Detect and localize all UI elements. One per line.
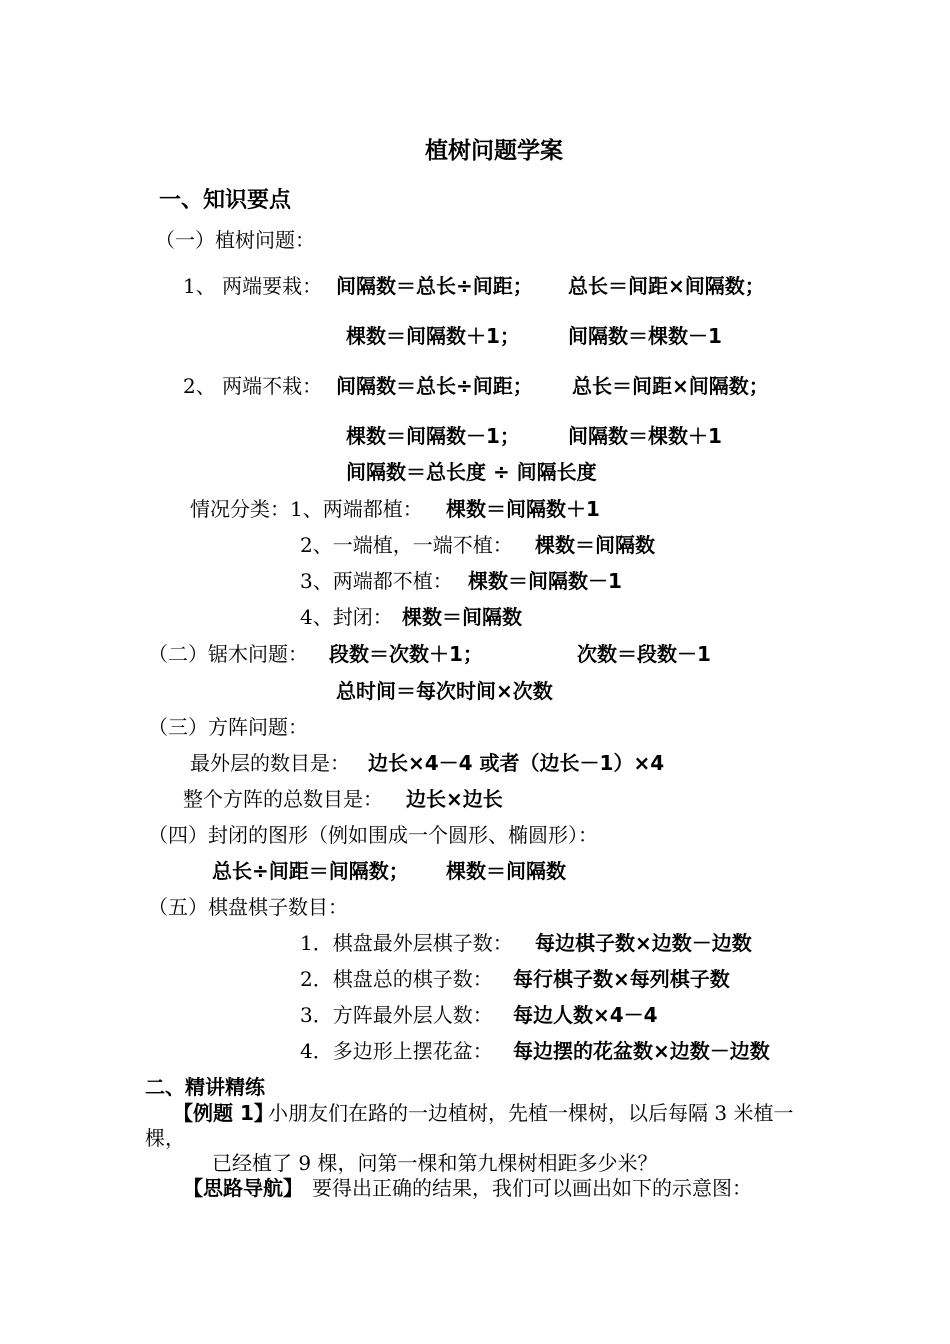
- item1-formula-3: 棵数＝间隔数＋1；: [346, 324, 520, 348]
- guide-text: 要得出正确的结果，我们可以画出如下的示意图：: [312, 1176, 752, 1200]
- item1-formula-1: 间隔数＝总长÷间距；: [336, 274, 533, 298]
- item1-formula-4: 间隔数＝棵数－1: [568, 324, 722, 348]
- case2-formula: 棵数＝间隔数: [535, 533, 655, 557]
- part2-formula-3: 总时间＝每次时间×次数: [336, 679, 553, 703]
- item2-formula-4: 间隔数＝棵数＋1: [568, 424, 722, 448]
- part4-formula-1: 总长÷间距＝间隔数；: [212, 859, 409, 883]
- part5-item2-label: 2．棋盘总的棋子数：: [300, 967, 493, 991]
- example1-text-line1: 小朋友们在路的一边植树，先植一棵树，以后每隔 3 米植一: [268, 1101, 794, 1125]
- item1-label: 1、 两端要栽：: [183, 274, 323, 298]
- part5-heading: （五）棋盘棋子数目：: [148, 895, 348, 919]
- part5-item3-label: 3．方阵最外层人数：: [300, 1003, 493, 1027]
- part2-formula-1: 段数＝次数＋1；: [329, 642, 483, 666]
- item2-formula-1: 间隔数＝总长÷间距；: [336, 374, 533, 398]
- case3-label: 3、两端都不植：: [300, 569, 453, 593]
- case2-label: 2、一端植，一端不植：: [300, 533, 513, 557]
- part3-line2-formula: 边长×边长: [406, 787, 503, 811]
- part1-heading: （一）植树问题：: [155, 228, 315, 252]
- part4-heading: （四）封闭的图形（例如围成一个圆形、椭圆形）：: [148, 823, 598, 847]
- case1-formula: 棵数＝间隔数＋1: [446, 497, 600, 521]
- example1-text-line2: 棵，: [145, 1126, 185, 1150]
- item2-label: 2、 两端不栽：: [183, 374, 323, 398]
- part5-item3-formula: 每边人数×4－4: [513, 1003, 658, 1027]
- case4-formula: 棵数＝间隔数: [402, 605, 522, 629]
- guide-tag: 【思路导航】: [183, 1176, 303, 1200]
- part3-line2-label: 整个方阵的总数目是：: [183, 787, 383, 811]
- example1-text-line3: 已经植了 9 棵，问第一棵和第九棵树相距多少米？: [212, 1151, 658, 1175]
- part2-heading: （二）锯木问题：: [148, 642, 308, 666]
- part5-item4-label: 4．多边形上摆花盆：: [300, 1039, 493, 1063]
- part5-item1-formula: 每边棋子数×边数－边数: [535, 931, 752, 955]
- case1-label: 情况分类：1、两端都植：: [190, 497, 423, 521]
- item1-formula-2: 总长＝间距×间隔数；: [568, 274, 765, 298]
- page-title: 植树问题学案: [425, 138, 563, 164]
- item2-formula-2: 总长＝间距×间隔数；: [572, 374, 769, 398]
- part2-formula-2: 次数＝段数－1: [577, 642, 711, 666]
- part5-item4-formula: 每边摆的花盆数×边数－边数: [513, 1039, 770, 1063]
- example1-tag: 【例题 1】: [173, 1101, 274, 1125]
- section-heading-practice: 二、精讲精练: [145, 1075, 265, 1099]
- case3-formula: 棵数＝间隔数－1: [468, 569, 622, 593]
- part3-line1-formula: 边长×4－4 或者（边长－1）×4: [368, 751, 665, 775]
- section-heading-knowledge: 一、知识要点: [159, 188, 292, 213]
- item2-formula-5: 间隔数＝总长度 ÷ 间隔长度: [346, 460, 597, 484]
- part5-item2-formula: 每行棋子数×每列棋子数: [513, 967, 730, 991]
- part3-line1-label: 最外层的数目是：: [190, 751, 350, 775]
- item2-formula-3: 棵数＝间隔数－1；: [346, 424, 520, 448]
- part5-item1-label: 1．棋盘最外层棋子数：: [300, 931, 513, 955]
- case4-label: 4、封闭：: [300, 605, 393, 629]
- part4-formula-2: 棵数＝间隔数: [446, 859, 566, 883]
- part3-heading: （三）方阵问题：: [148, 715, 308, 739]
